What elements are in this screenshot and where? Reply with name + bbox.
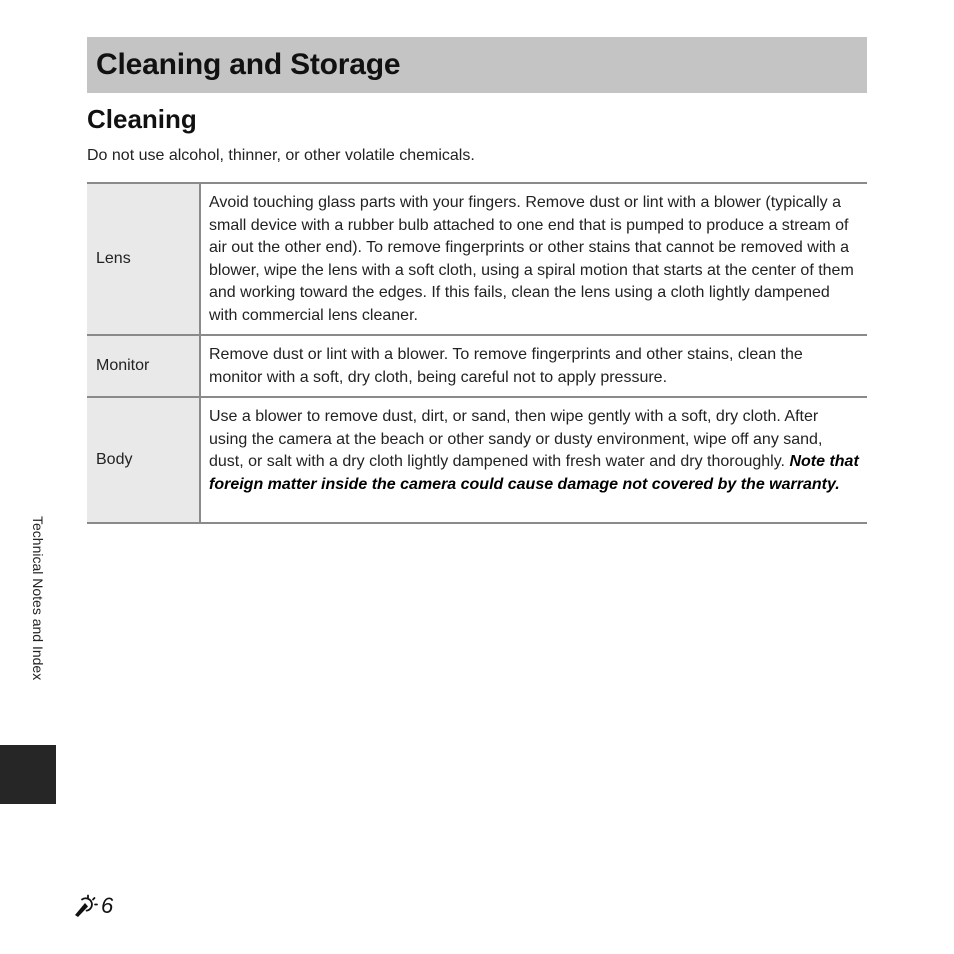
page-number: 6 (101, 893, 114, 918)
page-title: Cleaning and Storage (96, 48, 401, 81)
row-label: Monitor (87, 335, 200, 397)
warranty-note: Note that foreign matter inside the camera could cause damage not covered by the warranty. (209, 453, 859, 493)
page-footer (73, 893, 113, 919)
row-description (200, 397, 867, 523)
row-label: Lens (87, 183, 200, 335)
row-description: Avoid touching glass parts with your fingers. Remove dust or lint with a blower (typically a small device with a rubber bulb attached to one end that is pumped to produce a stream of air out the other end). To remove fingerprints or other stains that cannot be removed with a blower, wipe the lens with a soft cloth, using a spiral motion that starts at the center of them and working toward the edges. If this fails, clean the lens using a cloth lightly dampened with commercial lens cleaner. (209, 194, 854, 324)
table-row (87, 397, 867, 523)
cleaning-table (87, 182, 867, 524)
section-tab-marker (0, 745, 56, 804)
technical-notes-icon (73, 894, 99, 918)
intro-text: Do not use alcohol, thinner, or other volatile chemicals. (87, 147, 475, 164)
section-tab-label: Technical Notes and Index (30, 516, 46, 681)
row-description: Remove dust or lint with a blower. To remove fingerprints and other stains, clean the monitor with a soft, dry cloth, being careful not to apply pressure. (200, 335, 867, 397)
table-row (87, 335, 867, 397)
table-row (87, 183, 867, 335)
section-heading: Cleaning (87, 104, 197, 134)
row-label: Body (87, 397, 200, 523)
body-text: Use a blower to remove dust, dirt, or sand, then wipe gently with a soft, dry cloth. After using the camera at the beach or other sandy or dusty environment, wipe off any sand, dust, or salt with a dry cloth lightly dampened with fresh water and dry thoroughly. (209, 408, 823, 470)
title-bar (87, 37, 867, 93)
